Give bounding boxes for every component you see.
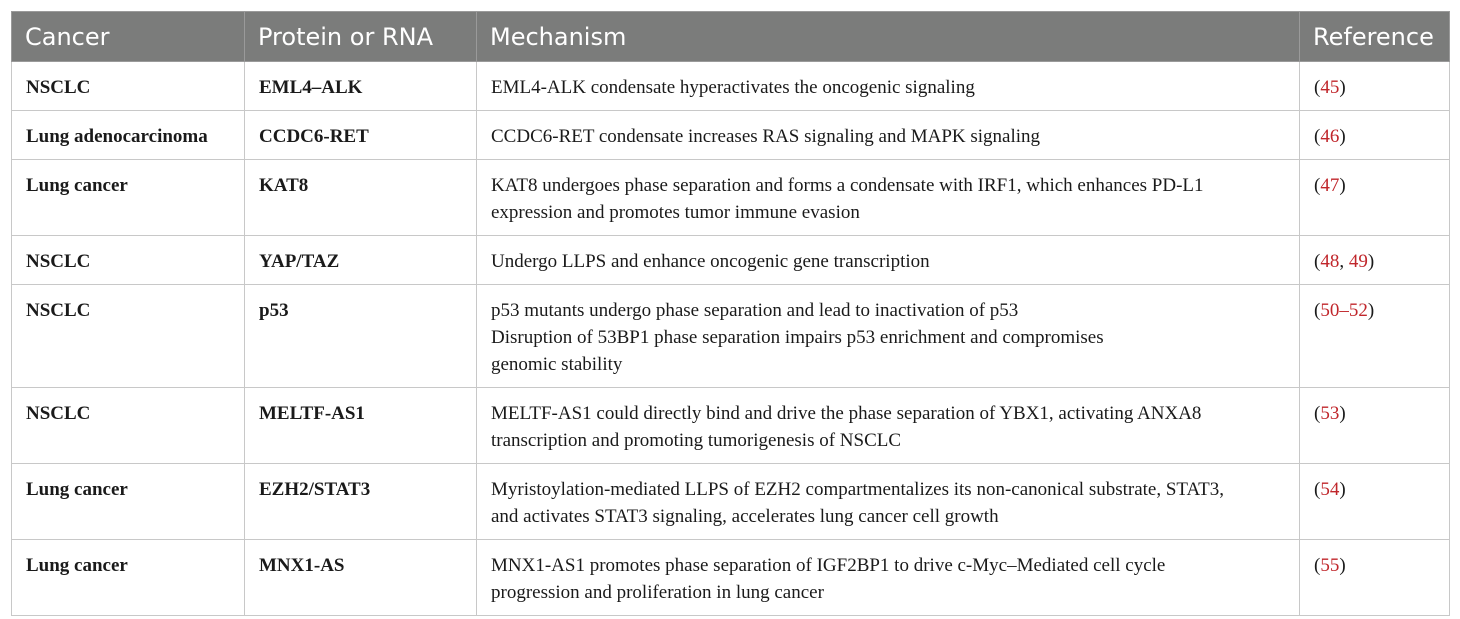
reference-link[interactable]: 46 [1320, 126, 1340, 147]
reference-link[interactable]: 45 [1320, 77, 1340, 98]
reference-cell [1300, 540, 1450, 616]
reference-link[interactable]: 54 [1320, 479, 1340, 500]
header-row [12, 12, 1450, 62]
mechanism-cell [477, 285, 1300, 388]
mechanism-line: and activates STAT3 signaling, accelerates lung cancer cell growth [491, 506, 999, 527]
cancer-cell: Lung cancer [12, 540, 245, 616]
mechanism-cell [477, 111, 1300, 160]
protein-cell: KAT8 [245, 160, 477, 236]
ref-open: ( [1314, 175, 1321, 196]
reference-link[interactable]: 53 [1320, 403, 1340, 424]
table-row [12, 285, 1450, 388]
header-protein-or-rna: Protein or RNA [245, 12, 477, 62]
table-row [12, 464, 1450, 540]
table-row [12, 540, 1450, 616]
reference-link[interactable]: 49 [1348, 251, 1368, 272]
table-row [12, 236, 1450, 285]
mechanism-line: KAT8 undergoes phase separation and forms a condensate with IRF1, which enhances PD-L1 [491, 175, 1204, 196]
ref-close: ) [1339, 479, 1346, 500]
cancer-cell: Lung adenocarcinoma [12, 111, 245, 160]
cancer-cell: Lung cancer [12, 160, 245, 236]
mechanism-line: MNX1-AS1 promotes phase separation of IGF2BP1 to drive c-Myc–Mediated cell cycle [491, 555, 1166, 576]
table-row [12, 160, 1450, 236]
mechanism-cell [477, 388, 1300, 464]
ref-close: ) [1367, 251, 1375, 272]
ref-open: ( [1314, 555, 1321, 576]
ref-open: ( [1314, 300, 1321, 321]
mechanism-cell [477, 236, 1300, 285]
cancer-cell: NSCLC [12, 285, 245, 388]
protein-cell: MELTF-AS1 [245, 388, 477, 464]
mechanism-line: Myristoylation-mediated LLPS of EZH2 compartmentalizes its non-canonical substrate, STAT3, [491, 479, 1224, 500]
reference-cell [1300, 111, 1450, 160]
table-row [12, 111, 1450, 160]
mechanism-cell [477, 62, 1300, 111]
cancer-cell: NSCLC [12, 62, 245, 111]
ref-open: ( [1314, 479, 1321, 500]
reference-link[interactable]: 50–52 [1320, 300, 1368, 321]
ref-open: ( [1314, 77, 1321, 98]
mechanism-line: Undergo LLPS and enhance oncogenic gene transcription [491, 251, 930, 272]
reference-cell [1300, 285, 1450, 388]
ref-close: ) [1339, 175, 1346, 196]
reference-link[interactable]: 55 [1320, 555, 1340, 576]
table-row [12, 62, 1450, 111]
protein-cell: CCDC6-RET [245, 111, 477, 160]
ref-open: ( [1314, 403, 1321, 424]
mechanism-line: expression and promotes tumor immune evasion [491, 202, 860, 223]
lps-cancer-table [11, 11, 1450, 616]
mechanism-cell [477, 540, 1300, 616]
protein-cell: EML4–ALK [245, 62, 477, 111]
ref-close: ) [1339, 77, 1346, 98]
ref-close: ) [1367, 300, 1375, 321]
protein-cell: YAP/TAZ [245, 236, 477, 285]
table-body [12, 62, 1450, 616]
cancer-cell: NSCLC [12, 236, 245, 285]
ref-close: ) [1339, 555, 1346, 576]
reference-cell [1300, 388, 1450, 464]
ref-open: ( [1314, 251, 1321, 272]
mechanism-line: Disruption of 53BP1 phase separation impairs p53 enrichment and compromises [491, 327, 1104, 348]
ref-close: ) [1339, 403, 1346, 424]
reference-link[interactable]: 48 [1320, 251, 1340, 272]
mechanism-line: transcription and promoting tumorigenesis of NSCLC [491, 430, 902, 451]
ref-open: ( [1314, 126, 1321, 147]
header-reference: Reference [1300, 12, 1450, 62]
reference-cell [1300, 62, 1450, 111]
reference-cell [1300, 464, 1450, 540]
mechanism-line: genomic stability [491, 354, 623, 375]
header-cancer: Cancer [12, 12, 245, 62]
protein-cell: MNX1-AS [245, 540, 477, 616]
ref-separator: , [1339, 251, 1349, 272]
protein-cell: EZH2/STAT3 [245, 464, 477, 540]
reference-cell [1300, 160, 1450, 236]
cancer-cell: Lung cancer [12, 464, 245, 540]
mechanism-line: CCDC6-RET condensate increases RAS signaling and MAPK signaling [491, 126, 1041, 147]
header-mechanism: Mechanism [477, 12, 1300, 62]
reference-cell [1300, 236, 1450, 285]
cancer-cell: NSCLC [12, 388, 245, 464]
mechanism-line: progression and proliferation in lung cancer [491, 582, 824, 603]
mechanism-line: EML4-ALK condensate hyperactivates the oncogenic signaling [491, 77, 975, 98]
reference-link[interactable]: 47 [1320, 175, 1340, 196]
mechanism-cell [477, 464, 1300, 540]
protein-cell: p53 [245, 285, 477, 388]
mechanism-line: MELTF-AS1 could directly bind and drive the phase separation of YBX1, activating ANXA8 [491, 403, 1202, 424]
table-row [12, 388, 1450, 464]
mechanism-line: p53 mutants undergo phase separation and lead to inactivation of p53 [491, 300, 1019, 321]
ref-close: ) [1339, 126, 1346, 147]
mechanism-cell [477, 160, 1300, 236]
